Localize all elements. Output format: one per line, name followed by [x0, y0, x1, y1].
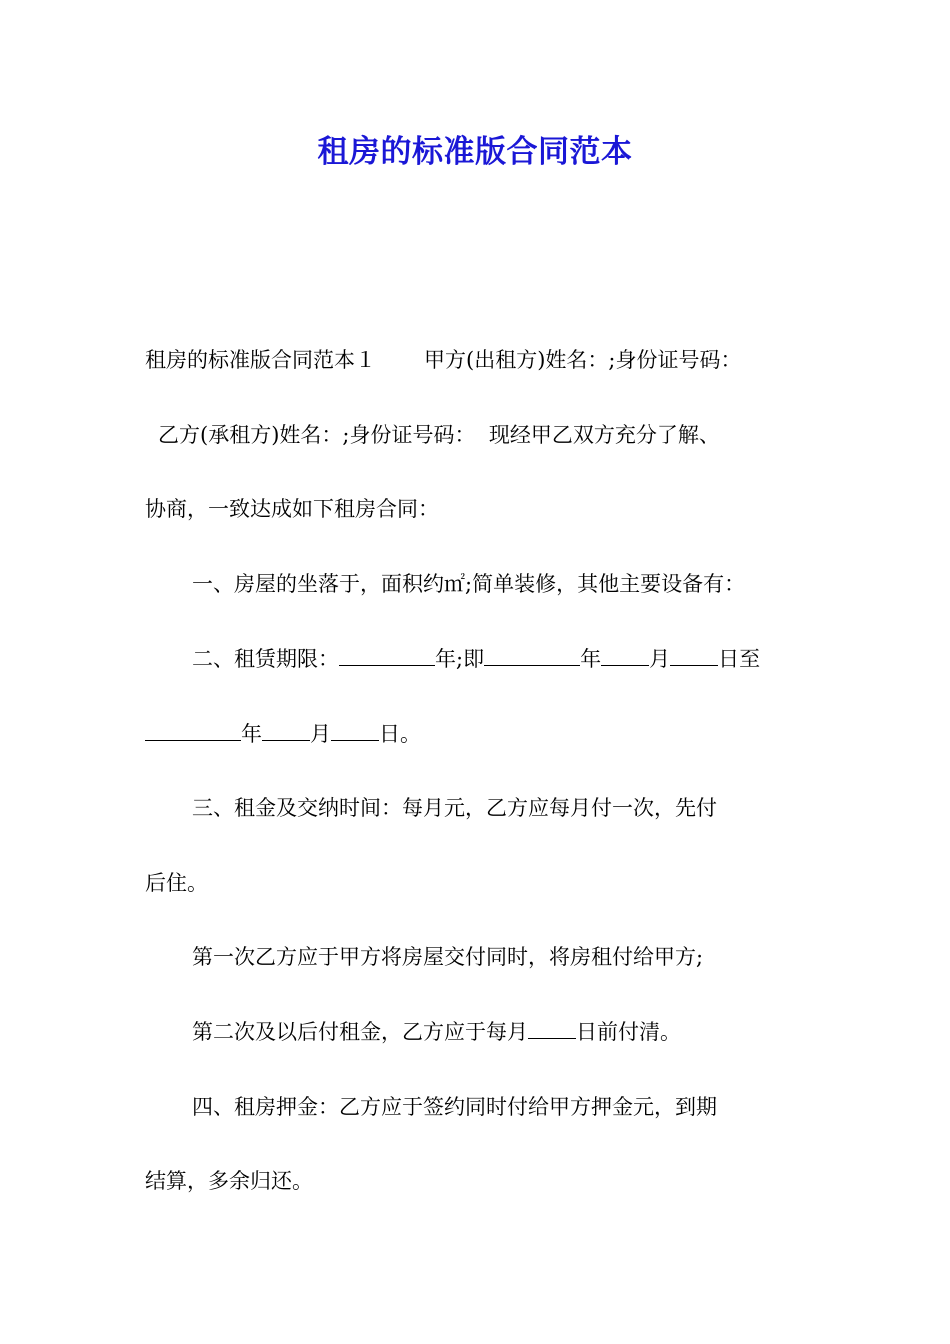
- preamble-start: 现经甲乙双方充分了解、: [488, 423, 720, 447]
- clause-1-text: 一、房屋的坐落于，面积约㎡;简单装修，其他主要设备有：: [192, 572, 746, 596]
- end-year-label: 年: [241, 722, 262, 746]
- clause-2-line-2: [145, 717, 825, 751]
- blank-end-year-field[interactable]: [145, 722, 241, 741]
- clause-3-text: 三、租金及交纳时间：每月元，乙方应每月付一次，先付: [192, 796, 717, 820]
- start-year-label: 年: [580, 647, 602, 671]
- end-day-label: 日。: [379, 722, 421, 746]
- start-day-label: 日至: [718, 647, 761, 671]
- later-payment-text: 第二次及以后付租金，乙方应于每月: [192, 1020, 528, 1044]
- paragraph-line-3: [145, 492, 825, 526]
- first-payment-text: 第一次乙方应于甲方将房屋交付同时，将房租付给甲方;: [192, 945, 704, 969]
- clause-2-label: 二、租赁期限：: [192, 647, 339, 671]
- blank-start-day-field[interactable]: [670, 647, 718, 666]
- clause-3-line-1: [192, 791, 872, 825]
- clause-2-line-1: [192, 642, 872, 676]
- clause-4-text: 四、租房押金：乙方应于签约同时付给甲方押金元，到期: [192, 1095, 717, 1119]
- blank-end-month-field[interactable]: [262, 722, 310, 741]
- end-month-label: 月: [310, 722, 331, 746]
- contract-heading-number: 租房的标准版合同范本１: [145, 348, 376, 372]
- payment-day-label: 日前付清。: [576, 1020, 681, 1044]
- paragraph-line-1: [145, 343, 825, 377]
- clause-2-year-label: 年;即: [435, 647, 485, 671]
- clause-3-line-2: [145, 866, 825, 900]
- clause-3-later-payment: [192, 1015, 872, 1049]
- start-month-label: 月: [649, 647, 671, 671]
- clause-3-first-payment: [192, 940, 872, 974]
- blank-payment-day-field[interactable]: [528, 1020, 576, 1039]
- blank-start-year-field[interactable]: [484, 647, 580, 666]
- party-a-info: 甲方(出租方)姓名：;身份证号码：: [424, 348, 742, 372]
- clause-4-line-2: [145, 1164, 825, 1198]
- preamble-end: 协商，一致达成如下租房合同：: [145, 497, 439, 521]
- clause-4-line-1: [192, 1090, 872, 1124]
- paragraph-line-2: [158, 418, 838, 452]
- blank-years-field[interactable]: [339, 647, 435, 666]
- document-title: 租房的标准版合同范本: [317, 134, 633, 170]
- clause-4-text-cont: 结算，多余归还。: [145, 1169, 313, 1193]
- blank-end-day-field[interactable]: [331, 722, 379, 741]
- party-b-info: 乙方(承租方)姓名：;身份证号码：: [158, 423, 476, 447]
- clause-1: [192, 567, 872, 601]
- clause-3-text-cont: 后住。: [145, 871, 208, 895]
- blank-start-month-field[interactable]: [601, 647, 649, 666]
